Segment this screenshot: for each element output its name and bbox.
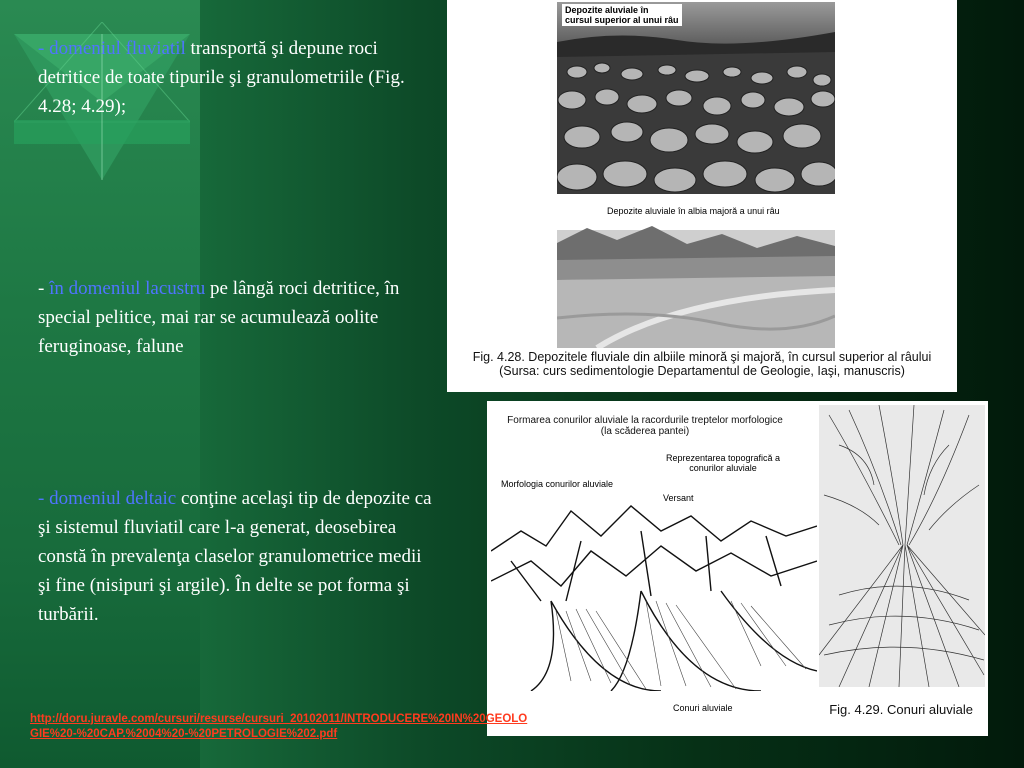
morph-label: Morfologia conurilor aluviale (501, 479, 614, 489)
paragraph-text: pe lângă roci detritice, în special pelitice, mai rar se acumulează oolite feruginoase, falune (38, 278, 400, 357)
paragraph-dash: - (38, 488, 50, 509)
cones-label: Conuri aluviale (673, 703, 733, 713)
topo-label-line1: Reprezentarea topografică a (665, 453, 781, 463)
paragraph-deltaic (38, 484, 433, 629)
figure-4-29-caption: Fig. 4.29. Conuri aluviale (829, 702, 973, 717)
paragraph-text: transportă şi depune roci detritice de toate tipurile şi granulometriile (Fig. 4.28; 4.29); (38, 38, 405, 117)
paragraph-fluvial (38, 34, 438, 121)
source-link[interactable]: http://doru.juravle.com/cursuri/resurse/cursuri_20102011/INTRODUCERE%20IN%20GEOLOGIE%20-%20CAP.%2004%20-%20PETROLOGIE%202.pdf (30, 713, 528, 740)
photo-top-label (562, 4, 682, 26)
versant-label: Versant (663, 493, 694, 503)
alluvial-cones-sketch (491, 491, 817, 691)
term-highlight: domeniul deltaic (49, 488, 177, 509)
topo-label (653, 453, 793, 473)
title-line2: (la scăderea pantei) (600, 426, 690, 437)
photo-bottom-label: Depozite aluviale în albia majoră a unui râu (607, 206, 780, 216)
paragraph-lacustru (38, 274, 438, 361)
figure-4-28-caption (447, 350, 957, 378)
title-line1: Formarea conurilor aluviale la racordurile treptelor morfologice (507, 415, 783, 426)
topo-label-line2: conurilor aluviale (689, 463, 757, 473)
figure-4-28 (447, 0, 957, 392)
term-highlight: domeniul fluviatil (49, 38, 186, 59)
figure-4-29 (487, 401, 988, 736)
term-highlight: în domeniul lacustru (49, 278, 206, 299)
paragraph-text: conţine acelaşi tip de depozite ca şi sistemul fluviatil care l-a generat, deosebirea constă în prevalenţa claselor granulometrice medii şi fine (nisipuri şi argile). În delte se pot forma şi turbării. (38, 488, 432, 625)
photo-top-label-line1: Depozite aluviale în (565, 5, 649, 15)
river-pebbles-photo (557, 2, 835, 194)
paragraph-dash: - (38, 278, 50, 299)
figure-4-29-title (495, 415, 795, 437)
caption-line2: (Sursa: curs sedimentologie Departamentul de Geologie, Iaşi, manuscris) (499, 364, 905, 378)
river-floodplain-photo (557, 198, 835, 348)
topographic-cones-map (819, 405, 985, 687)
caption-line1: Fig. 4.28. Depozitele fluviale din albiile minoră şi majoră, în cursul superior al râului (472, 350, 932, 364)
photo-top-label-line2: cursul superior al unui râu (565, 15, 679, 25)
paragraph-dash: - (38, 38, 50, 59)
